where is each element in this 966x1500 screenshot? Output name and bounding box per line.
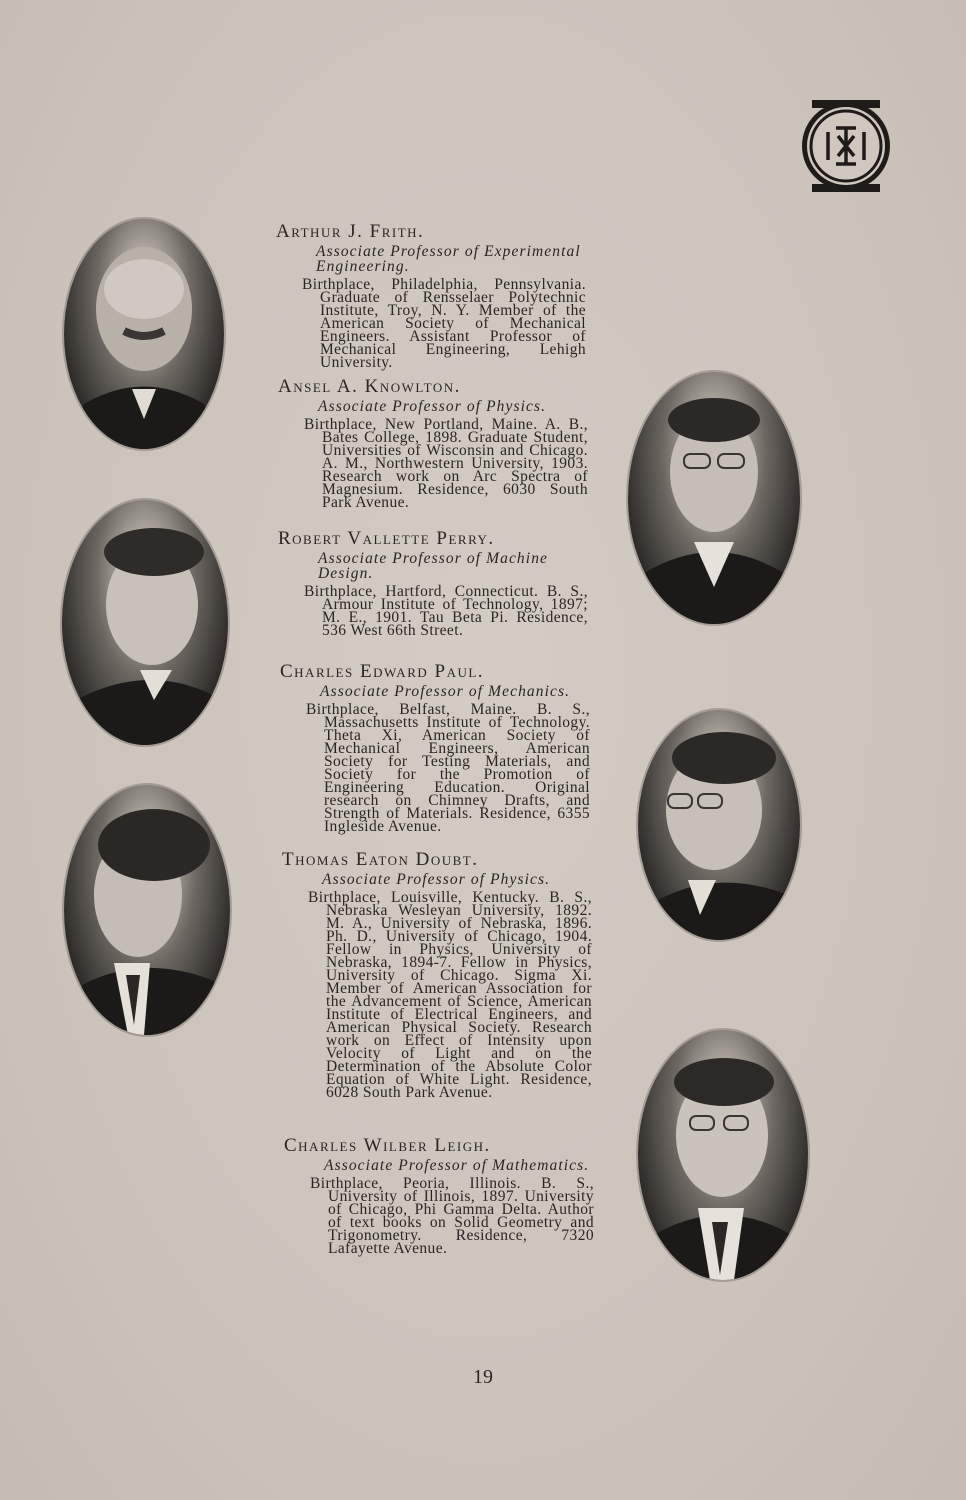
portrait-leigh	[638, 1030, 808, 1280]
portrait-paul	[638, 710, 800, 940]
page-number: 19	[473, 1366, 493, 1388]
faculty-name: Charles Wilber Leigh.	[284, 1135, 491, 1156]
portrait-perry	[62, 500, 228, 745]
faculty-title: Associate Professor of Mechanics.	[320, 683, 571, 700]
portrait-knowlton	[628, 372, 800, 624]
faculty-name: Thomas Eaton Doubt.	[282, 849, 479, 870]
faculty-name: Ansel A. Knowlton.	[278, 376, 461, 397]
faculty-bio: Birthplace, Belfast, Maine. B. S., Massachusetts Institute of Technology. Theta Xi, American Society of Mechanical Engineers, American Society for Testing Materials, and Society for the Promotion of Engineering Education. Original research on Chimney Drafts, and Strength of Materials. Residence, 6355 Ingleside Avenue.	[306, 701, 590, 835]
faculty-bio: Birthplace, Hartford, Connecticut. B. S., Armour Institute of Technology, 1897; M. E., 1901. Tau Beta Pi. Residence, 536 West 66th Street.	[304, 583, 588, 639]
faculty-entry	[284, 1135, 594, 1255]
faculty-title: Associate Professor of Mathematics.	[324, 1157, 590, 1174]
faculty-title: Associate Professor of Experimental Engineering.	[316, 243, 581, 275]
faculty-bio: Birthplace, Peoria, Illinois. B. S., University of Illinois, 1897. University of Chicago, Phi Gamma Delta. Author of text books on Solid Geometry and Trigonometry. Residence, 7320 Lafayette Avenue.	[310, 1175, 594, 1257]
portrait-frith	[64, 219, 224, 449]
faculty-entry	[278, 376, 588, 509]
faculty-entry	[282, 849, 592, 1099]
class-seal-emblem-icon	[798, 98, 894, 194]
faculty-entry	[278, 528, 588, 637]
portrait-doubt	[64, 785, 230, 1035]
faculty-bio: Birthplace, Philadelphia, Pennsylvania. Graduate of Rensselaer Polytechnic Institute, Troy, N. Y. Member of the American Society of Mechanical Engineers. Assistant Professor of Mechanical Engineering, Lehigh University.	[302, 276, 586, 371]
faculty-name: Robert Vallette Perry.	[278, 528, 495, 549]
faculty-title: Associate Professor of Physics.	[318, 398, 547, 415]
faculty-title: Associate Professor of Machine Design.	[318, 550, 549, 582]
faculty-entry	[276, 221, 586, 369]
faculty-bio: Birthplace, Louisville, Kentucky. B. S., Nebraska Wesleyan University, 1892. M. A., University of Nebraska, 1896. Ph. D., University of Chicago, 1904. Fellow in Physics, University of Nebraska, 1894-7. Fellow in Physics, University of Chicago. Sigma Xi. Member of American Association for the Advancement of Science, American Institute of Electrical Engineers, and American Physical Society. Research work on Effect of Intensity upon Velocity of Light and on the Determination of the Absolute Color Equation of White Light. Residence, 6028 South Park Avenue.	[308, 889, 592, 1101]
faculty-title: Associate Professor of Physics.	[322, 871, 551, 888]
faculty-entry	[280, 661, 590, 833]
faculty-bio: Birthplace, New Portland, Maine. A. B., Bates College, 1898. Graduate Student, Universities of Wisconsin and Chicago. A. M., Northwestern University, 1903. Research work on Arc Spectra of Magnesium. Residence, 6030 South Park Avenue.	[304, 416, 588, 511]
faculty-name: Charles Edward Paul.	[280, 661, 485, 682]
faculty-name: Arthur J. Frith.	[276, 221, 425, 242]
